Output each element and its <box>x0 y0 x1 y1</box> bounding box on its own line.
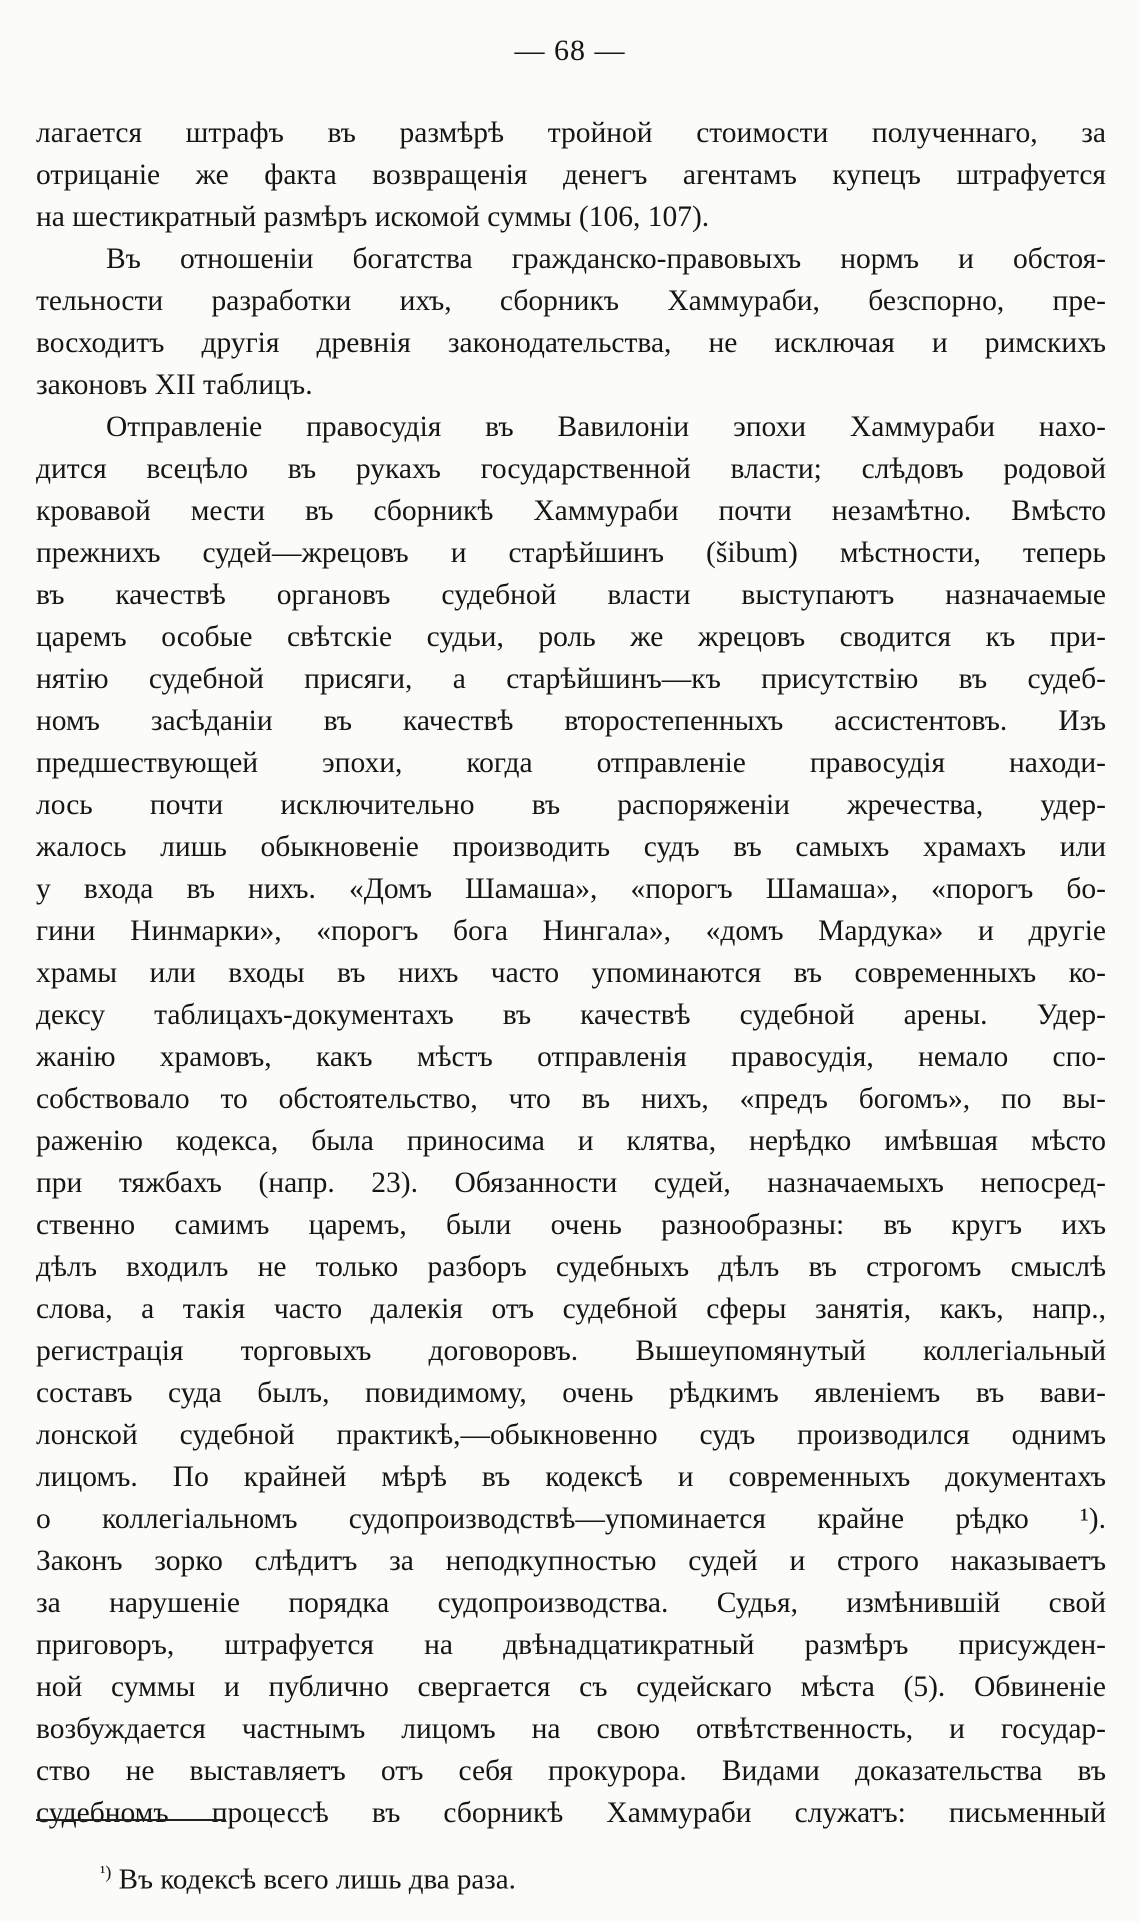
text-line: лагается штрафъ въ размѣрѣ тройной стоимости полученнаго, за <box>36 117 1106 149</box>
text-line: на шестикратный размѣръ искомой суммы (106, 107). <box>36 201 710 233</box>
footnote-text: Въ кодексѣ всего лишь два раза. <box>118 1863 516 1896</box>
text-line: лось почти исключительно въ распоряженіи жречества, удер- <box>36 789 1106 821</box>
text-line: ной суммы и публично свергается съ судейскаго мѣста (5). Обвиненіе <box>36 1671 1106 1703</box>
text-line: кровавой мести въ сборникѣ Хаммураби почти незамѣтно. Вмѣсто <box>36 495 1106 527</box>
text-line: дексу таблицахъ-документахъ въ качествѣ судебной арены. Удер- <box>36 999 1106 1031</box>
text-line: жанію храмовъ, какъ мѣстъ отправленія правосудія, немало спо- <box>36 1041 1106 1073</box>
text-line: судебномъ процессѣ въ сборникѣ Хаммураби служатъ: письменный <box>36 1797 1106 1829</box>
text-line: храмы или входы въ нихъ часто упоминаются въ современныхъ ко- <box>36 957 1106 989</box>
footnote-marker: ¹) <box>100 1862 112 1882</box>
text-line: прежнихъ судей—жрецовъ и старѣйшинъ (šibum) мѣстности, теперь <box>36 537 1106 569</box>
text-line: предшествующей эпохи, когда отправленіе правосудія находи- <box>36 747 1106 779</box>
text-line: жалось лишь обыкновеніе производить судъ въ самыхъ храмахъ или <box>36 831 1106 863</box>
text-line: возбуждается частнымъ лицомъ на свою отвѣтственность, и государ- <box>36 1713 1106 1745</box>
text-line: въ качествѣ органовъ судебной власти выступаютъ назначаемые <box>36 579 1106 611</box>
text-line: у входа въ нихъ. «Домъ Шамаша», «порогъ Шамаша», «порогъ бо- <box>36 873 1106 905</box>
page-number: — 68 — <box>514 34 626 67</box>
footnote-divider <box>36 1819 226 1821</box>
text-line: слова, а такія часто далекія отъ судебной сферы занятія, какъ, напр., <box>36 1293 1106 1325</box>
text-line: составъ суда былъ, повидимому, очень рѣдкимъ явленіемъ въ вави- <box>36 1377 1106 1409</box>
text-line: дѣлъ входилъ не только разборъ судебныхъ дѣлъ въ строгомъ смыслѣ <box>36 1251 1106 1283</box>
text-line: нятію судебной присяги, а старѣйшинъ—къ присутствію въ судеб- <box>36 663 1106 695</box>
text-line: номъ засѣданіи въ качествѣ второстепенныхъ ассистентовъ. Изъ <box>36 705 1106 737</box>
text-line: ство не выставляетъ отъ себя прокурора. Видами доказательства въ <box>36 1755 1106 1787</box>
text-line: отрицаніе же факта возвращенія денегъ агентамъ купецъ штрафуется <box>36 159 1106 191</box>
text-line: регистрація торговыхъ договоровъ. Вышеупомянутый коллегіальный <box>36 1335 1106 1367</box>
text-line: о коллегіальномъ судопроизводствѣ—упоминается крайне рѣдко ¹). <box>36 1503 1106 1535</box>
text-line: восходитъ другія древнія законодательства, не исключая и римскихъ <box>36 327 1106 359</box>
text-line: царемъ особые свѣтскіе судьи, роль же жрецовъ сводится къ при- <box>36 621 1106 653</box>
text-line: гини Нинмарки», «порогъ бога Нингала», «домъ Мардука» и другіе <box>36 915 1106 947</box>
text-line: лонской судебной практикѣ,—обыкновенно судъ производился однимъ <box>36 1419 1106 1451</box>
text-line: собствовало то обстоятельство, что въ нихъ, «предъ богомъ», по вы- <box>36 1083 1106 1115</box>
text-line: раженію кодекса, была приносима и клятва, нерѣдко имѣвшая мѣсто <box>36 1125 1106 1157</box>
text-line: Отправленіе правосудія въ Вавилоніи эпохи Хаммураби нахо- <box>106 411 1106 443</box>
text-line: ственно самимъ царемъ, были очень разнообразны: въ кругъ ихъ <box>36 1209 1106 1241</box>
text-line: при тяжбахъ (напр. 23). Обязанности судей, назначаемыхъ непосред- <box>36 1167 1106 1199</box>
body-text <box>36 112 1106 1834</box>
text-line: законовъ XII таблицъ. <box>36 369 313 401</box>
text-line: за нарушеніе порядка судопроизводства. Судья, измѣнившій свой <box>36 1587 1106 1619</box>
text-line: приговоръ, штрафуется на двѣнадцатикратный размѣръ присужден- <box>36 1629 1106 1661</box>
text-line: лицомъ. По крайней мѣрѣ въ кодексѣ и современныхъ документахъ <box>36 1461 1106 1493</box>
text-line: тельности разработки ихъ, сборникъ Хаммураби, безспорно, пре- <box>36 285 1106 317</box>
footnote <box>100 1852 516 1900</box>
text-line: Въ отношеніи богатства гражданско-правовыхъ нормъ и обстоя- <box>106 243 1106 275</box>
text-line: Законъ зорко слѣдитъ за неподкупностью судей и строго наказываетъ <box>36 1545 1106 1577</box>
text-line: дится всецѣло въ рукахъ государственной власти; слѣдовъ родовой <box>36 453 1106 485</box>
